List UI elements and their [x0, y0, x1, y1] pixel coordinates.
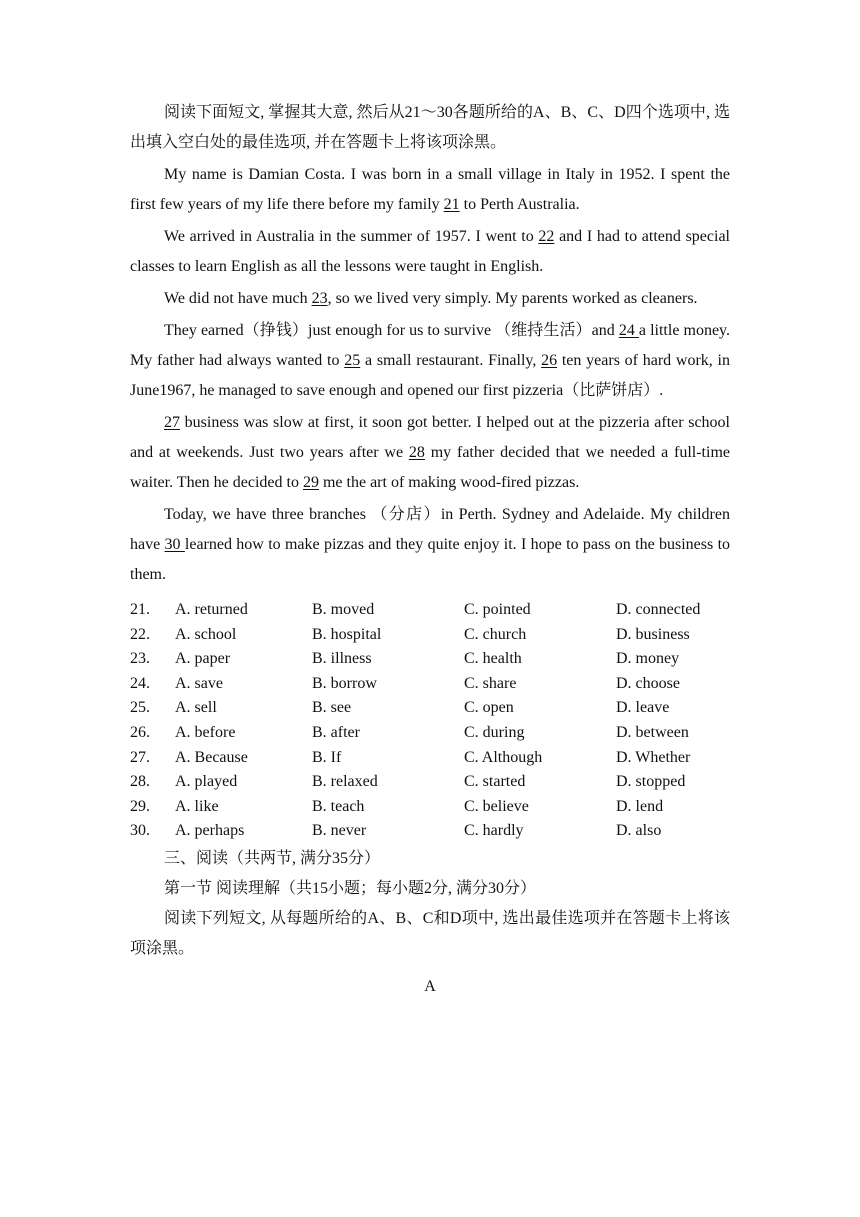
question-number: 28.: [130, 773, 150, 791]
option-b: B. borrow: [312, 674, 377, 692]
option-b: B. hospital: [312, 625, 382, 643]
passage-paragraph: [130, 222, 730, 282]
passage-text: business was slow at first, it soon got better. I helped out at the pizzeria after school and at weekends. Just two years after we: [130, 414, 730, 461]
passage-paragraph: [130, 160, 730, 220]
option-d: D. between: [616, 723, 689, 741]
option-row: [130, 819, 730, 844]
passage-text: learned how to make pizzas and they quite enjoy it. I hope to pass on the business to them.: [130, 536, 731, 583]
option-b: B. relaxed: [312, 773, 378, 791]
option-b: B. never: [312, 822, 367, 840]
question-number: 29.: [130, 797, 150, 815]
passage-text: , so we lived very simply. My parents worked as cleaners.: [327, 290, 698, 307]
question-number: 26.: [130, 723, 150, 741]
option-a: A. save: [175, 674, 223, 692]
option-row: [130, 696, 730, 721]
option-row: [130, 598, 730, 623]
option-row: [130, 623, 730, 648]
passage-text: to Perth Australia.: [459, 196, 580, 213]
reading-instructions: 阅读下列短文, 从每题所给的A、B、C和D项中, 选出最佳选项并在答题卡上将该项涂黑。: [130, 909, 730, 957]
question-number: 22.: [130, 625, 150, 643]
option-d: D. leave: [616, 699, 670, 717]
passage-paragraph: [130, 500, 730, 590]
option-c: C. church: [464, 625, 527, 643]
passage-text: We did not have much: [164, 290, 312, 307]
option-a: A. perhaps: [175, 822, 245, 840]
option-d: D. Whether: [616, 748, 691, 766]
passage-text: We arrived in Australia in the summer of 1957. I went to: [164, 228, 539, 245]
option-b: B. moved: [312, 601, 375, 618]
blank-number: 29: [302, 474, 319, 491]
option-b: B. after: [312, 723, 360, 741]
option-d: D. stopped: [616, 773, 686, 791]
option-a: A. Because: [175, 748, 248, 766]
option-row: [130, 770, 730, 795]
option-b: B. teach: [312, 797, 365, 815]
option-row: [130, 721, 730, 746]
option-c: C. health: [464, 650, 522, 668]
option-c: C. during: [464, 723, 525, 741]
passage-label: A: [424, 977, 436, 995]
option-d: D. money: [616, 650, 680, 668]
option-d: D. connected: [616, 601, 701, 618]
option-c: C. believe: [464, 797, 529, 815]
cloze-instructions: 阅读下面短文, 掌握其大意, 然后从21～30各题所给的A、B、C、D四个选项中, 选出填入空白处的最佳选项, 并在答题卡上将该项涂黑。: [130, 104, 730, 151]
question-number: 27.: [130, 748, 150, 766]
option-d: D. choose: [616, 674, 680, 692]
blank-number: 23: [311, 290, 328, 307]
blank-number: 21: [443, 196, 460, 213]
passage-text: my father decided that we needed a full-time waiter. Then he decided to: [130, 444, 730, 491]
option-c: C. pointed: [464, 601, 531, 618]
passage-paragraph: [130, 284, 730, 314]
option-a: A. like: [175, 797, 219, 815]
option-a: A. before: [175, 723, 236, 741]
passage-text: ten years of hard work, in June1967, he managed to save enough and opened our first pizzeria（比萨饼店）.: [130, 352, 730, 399]
question-number: 25.: [130, 699, 150, 717]
blank-number: 28: [408, 444, 425, 461]
option-row: [130, 746, 730, 771]
option-d: D. also: [616, 822, 662, 840]
question-number: 24.: [130, 674, 150, 692]
option-b: B. illness: [312, 650, 372, 668]
question-number: 30.: [130, 822, 150, 840]
passage-text: a little money. My father had always wanted to: [130, 322, 731, 369]
passage-text: They earned（挣钱）just enough for us to survive （维持生活）and: [164, 322, 619, 339]
option-a: A. returned: [175, 601, 248, 618]
option-c: C. Although: [464, 748, 543, 766]
option-c: C. open: [464, 699, 514, 717]
option-c: C. share: [464, 674, 517, 692]
option-row: [130, 647, 730, 672]
option-a: A. paper: [175, 650, 231, 668]
question-number: 21.: [130, 601, 150, 618]
option-a: A. sell: [175, 699, 217, 717]
option-a: A. played: [175, 773, 238, 791]
option-row: [130, 795, 730, 820]
blank-number: 26: [541, 352, 558, 369]
document-page: [130, 98, 730, 1004]
passage-text: and I had to attend special classes to learn English as all the lessons were taught in English.: [130, 228, 730, 275]
passage-paragraph: [130, 316, 730, 406]
passage-text: Today, we have three branches （分店）in Perth. Sydney and Adelaide. My children have: [130, 506, 730, 553]
option-b: B. If: [312, 748, 342, 766]
option-d: D. lend: [616, 797, 664, 815]
options-list: [130, 598, 730, 844]
cloze-passage: [130, 160, 730, 590]
option-b: B. see: [312, 699, 352, 717]
option-d: D. business: [616, 625, 690, 643]
option-a: A. school: [175, 625, 237, 643]
option-c: C. started: [464, 773, 526, 791]
blank-number: 24: [618, 322, 639, 339]
passage-text: a small restaurant. Finally,: [360, 352, 542, 369]
passage-text: me the art of making wood-fired pizzas.: [318, 474, 580, 491]
subsection-title: 第一节 阅读理解（共15小题；每小题2分, 满分30分）: [164, 879, 537, 897]
section-title: 三、阅读（共两节, 满分35分）: [164, 849, 381, 867]
blank-number: 25: [344, 352, 361, 369]
option-row: [130, 672, 730, 697]
option-c: C. hardly: [464, 822, 524, 840]
blank-number: 30: [164, 536, 185, 553]
question-number: 23.: [130, 650, 150, 668]
blank-number: 22: [538, 228, 555, 245]
blank-number: 27: [164, 414, 180, 431]
passage-text: My name is Damian Costa. I was born in a small village in Italy in 1952. I spent the first few years of my life there before my family: [130, 166, 730, 213]
passage-paragraph: [130, 408, 730, 498]
